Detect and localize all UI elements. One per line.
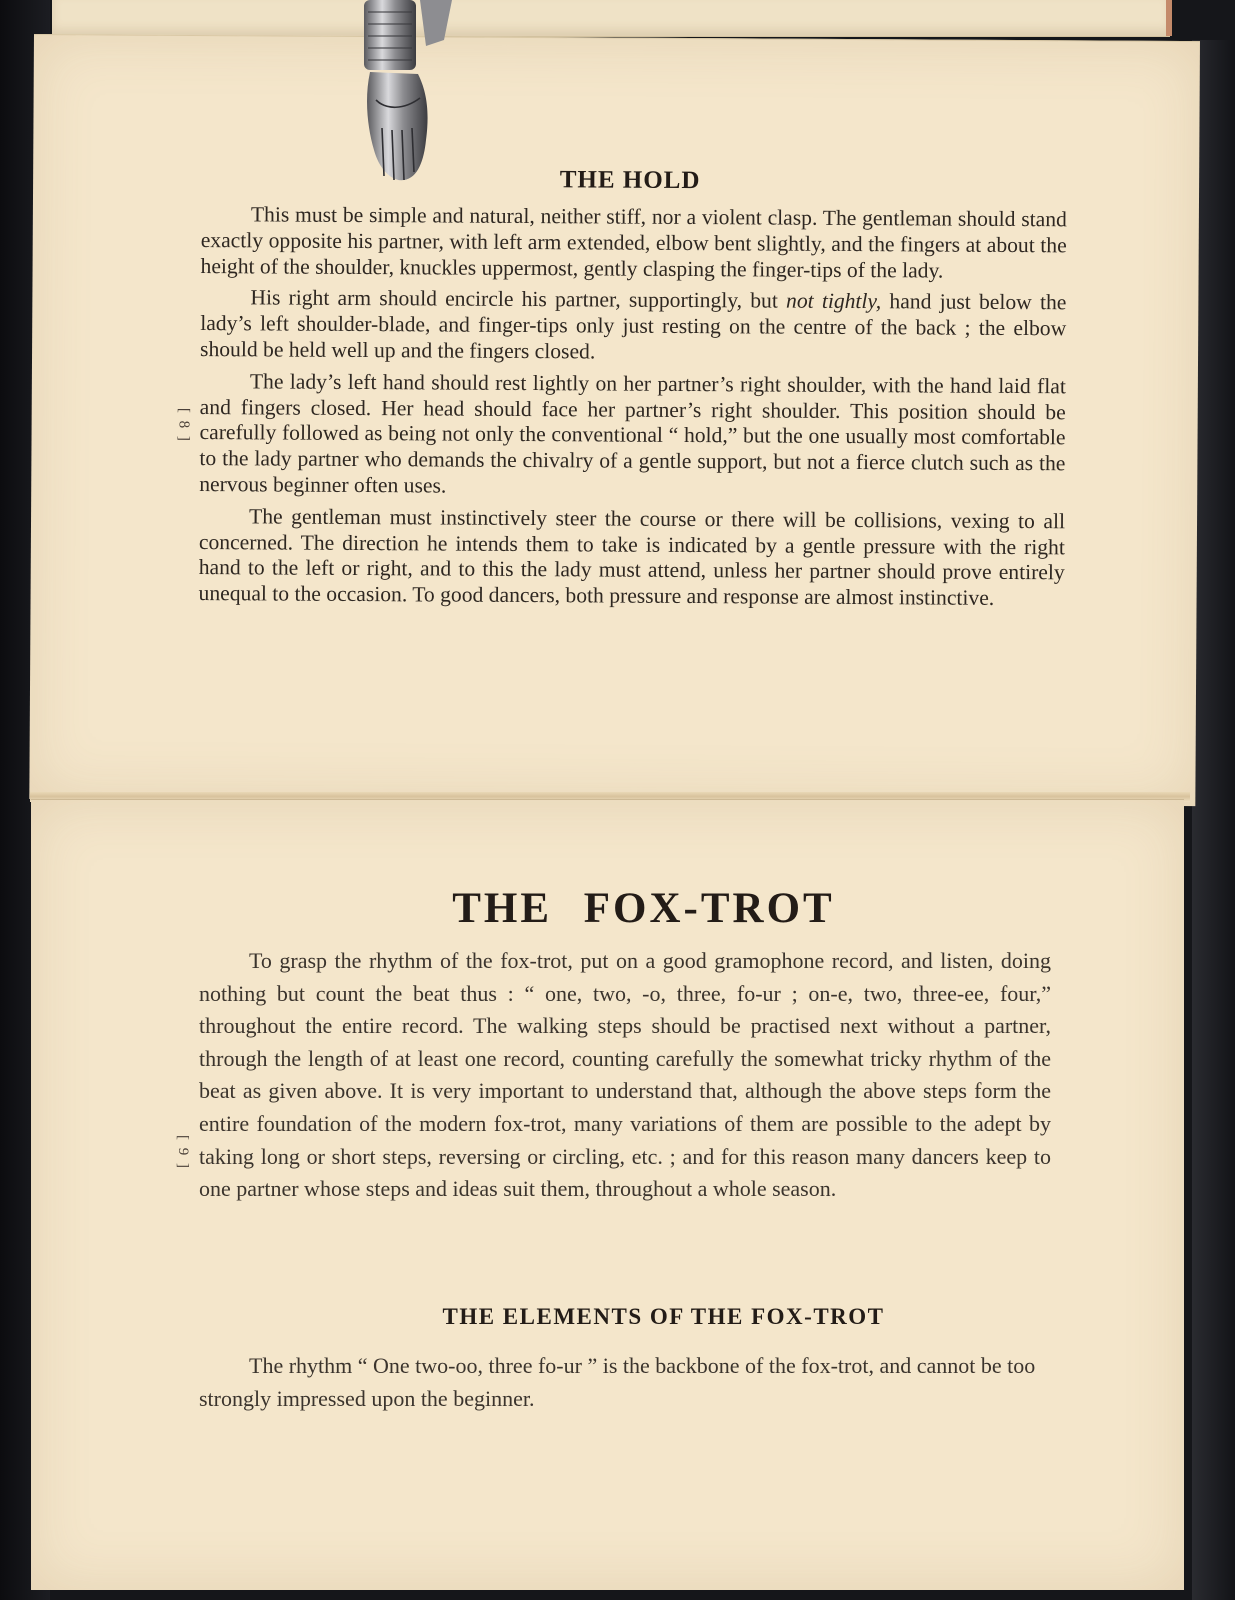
emphasis-text: not tightly, — [785, 288, 882, 314]
section-title-the-hold: THE HOLD — [559, 166, 701, 195]
paragraph: This must be simple and natural, neither stiff, nor a violent clasp. The gentleman should stand exactly opposite his partner, with left arm extended, elbow bent slightly, and the fingers at about the height of the shoulder, knuckles uppermost, gently clasping the finger-tips of the lady. — [200, 202, 1067, 283]
underlying-page-edge — [1166, 0, 1172, 36]
paragraph: The gentleman must instinctively steer the course or there will be collisions, vexing to all concerned. The direction he intends them to take is indicated by a gentle pressure with the right hand to the left or right, and to this the lady must attend, unless her partner should prove entirely unequal to the occasion. To good dancers, both pressure and response are almost instinctive. — [198, 504, 1066, 611]
chapter-title-fox-trot: THE FOX-TROT — [452, 885, 835, 932]
paragraph: To grasp the rhythm of the fox-trot, put on a good gramophone record, and listen, doing nothing but count the beat thus : “ one, two, -o, three, fo-ur ; on-e, two, three-ee, four,” throughout the entire record. The walking steps should be practised next without a partner, through the length of at least one record, counting carefully the somewhat tricky rhythm of the beat as given above. It is very important to understand that, although the above steps form the entire foundation of the modern fox-trot, many variations of them are possible to the adept by taking long or short steps, reversing or circling, etc. ; and for this reason many dancers keep to one partner whose steps and ideas suit them, throughout a whole season. — [199, 948, 1051, 1202]
section-body-elements — [199, 1350, 1051, 1415]
hand-clip-icon — [360, 0, 460, 190]
page-number: [ 8 ] — [175, 407, 192, 443]
section-body-the-hold — [198, 202, 1066, 618]
page-bottom — [31, 799, 1184, 1590]
page-number: [ 9 ] — [175, 1135, 191, 1170]
section-body-fox-trot — [199, 945, 1051, 1206]
underlying-page — [52, 0, 1170, 37]
section-title-elements: THE ELEMENTS OF THE FOX-TROT — [442, 1304, 885, 1329]
paragraph: His right arm should encircle his partner, supportingly, but not tightly, hand just below the lady’s left shoulder-blade, and finger-tips only just resting on the centre of the back ; the elbow should be held well up and the fingers closed. — [200, 285, 1067, 364]
page-top — [29, 34, 1200, 806]
paragraph: The rhythm “ One two-oo, three fo-ur ” is the backbone of the fox-trot, and cannot be too strongly impressed upon the beginner. — [199, 1353, 1036, 1411]
paragraph: The lady’s left hand should rest lightly on her partner’s right shoulder, with the hand laid flat and fingers closed. Her head should face her partner’s right shoulder. This position should be carefully followed as being not only the conventional “ hold,” but the one usually most comfortable to the lady partner who demands the chivalry of a gentle support, but not a fierce clutch such as the nervous beginner often uses. — [199, 369, 1066, 498]
